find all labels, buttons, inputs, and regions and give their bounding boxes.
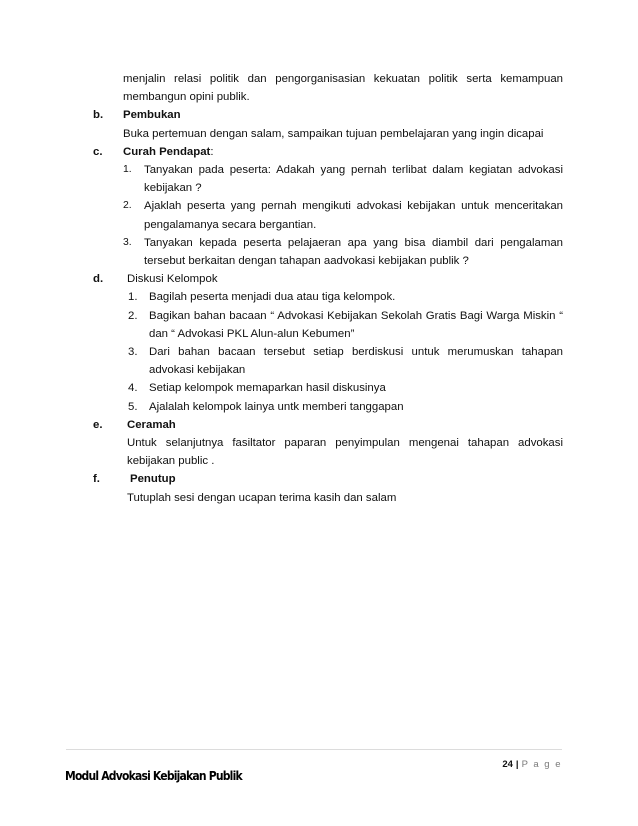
- section-c-title: Curah Pendapat: [123, 145, 211, 158]
- list-item-text: Ajaklah peserta yang pernah mengikuti advokasi kebijakan untuk menceritakan pengalamanya secara bergantian.: [144, 200, 563, 231]
- section-d-letter: d.: [93, 273, 104, 286]
- list-item: [128, 343, 563, 379]
- section-e: [0, 416, 638, 434]
- section-d: [0, 270, 638, 288]
- list-item: [123, 161, 563, 197]
- list-item-number: 2.: [128, 309, 138, 322]
- section-c-letter: c.: [93, 145, 103, 158]
- page-word: P a g e: [521, 759, 562, 770]
- list-item-text: Bagilah peserta menjadi dua atau tiga kelompok.: [149, 291, 396, 304]
- section-f-letter: f.: [93, 473, 100, 486]
- section-c: [0, 143, 638, 161]
- list-item-text: Tanyakan kepada peserta pelajaeran apa yang bisa diambil dari pengalaman tersebut berkaitan dengan tahapan aadvokasi kebijakan publik ?: [144, 236, 563, 268]
- list-item-text: Setiap kelompok memaparkan hasil diskusinya: [149, 382, 386, 395]
- list-item-number: 3.: [128, 346, 138, 359]
- section-e-letter: e.: [93, 418, 103, 431]
- list-item: [128, 398, 563, 416]
- section-c-heading: [123, 143, 563, 161]
- list-item: [128, 379, 563, 397]
- list-item: [123, 234, 563, 270]
- module-title: Modul Advokasi Kebijakan Publik: [65, 768, 242, 784]
- section-b-title: Pembukan: [123, 109, 181, 122]
- page-number: 24: [502, 759, 513, 770]
- section-b-text: Buka pertemuan dengan salam, sampaikan tujuan pembelajaran yang ingin dicapai: [123, 127, 544, 140]
- section-c-title-colon: :: [210, 145, 214, 158]
- section-b: [0, 106, 638, 124]
- page-number-label: [502, 756, 562, 774]
- list-item-text: Tanyakan pada peserta: Adakah yang pernah terlibat dalam kegiatan advokasi kebijakan ?: [144, 164, 563, 195]
- page-separator: |: [515, 759, 519, 770]
- section-f-text: Tutuplah sesi dengan ucapan terima kasih dan salam: [127, 491, 397, 504]
- document-body: [0, 70, 638, 507]
- list-item-text: Dari bahan bacaan tersebut setiap berdiskusi untuk merumuskan tahapan advokasi kebijakan: [149, 346, 563, 377]
- section-b-letter: b.: [93, 109, 104, 122]
- intro-line-2: membangun opini publik.: [123, 91, 250, 104]
- list-item-number: 2.: [123, 200, 132, 212]
- list-item-number: 5.: [128, 400, 138, 413]
- section-f: [0, 470, 638, 488]
- intro-line-1: menjalin relasi politik dan pengorganisasian kekuatan politik serta kemampuan: [123, 73, 563, 85]
- list-item-number: 4.: [128, 382, 138, 395]
- list-item-text: Ajalalah kelompok lainya untk memberi tanggapan: [149, 400, 404, 413]
- section-f-title: Penutup: [130, 473, 176, 486]
- list-item: [128, 307, 563, 343]
- list-item-number: 1.: [123, 164, 132, 176]
- section-e-title: Ceramah: [127, 418, 176, 431]
- list-item-number: 3.: [123, 236, 132, 248]
- list-item-text: Bagikan bahan bacaan “ Advokasi Kebijakan Sekolah Gratis Bagi Warga Miskin “ dan “ Advokasi PKL Alun-alun Kebumen”: [149, 309, 563, 340]
- footer-divider: [66, 749, 562, 750]
- section-e-text: Untuk selanjutnya fasiltator paparan penyimpulan mengenai tahapan advokasi kebijakan public .: [127, 437, 563, 468]
- list-item: [128, 288, 563, 306]
- list-item-number: 1.: [128, 291, 138, 304]
- list-item: [123, 197, 563, 233]
- section-d-title: Diskusi Kelompok: [127, 273, 218, 286]
